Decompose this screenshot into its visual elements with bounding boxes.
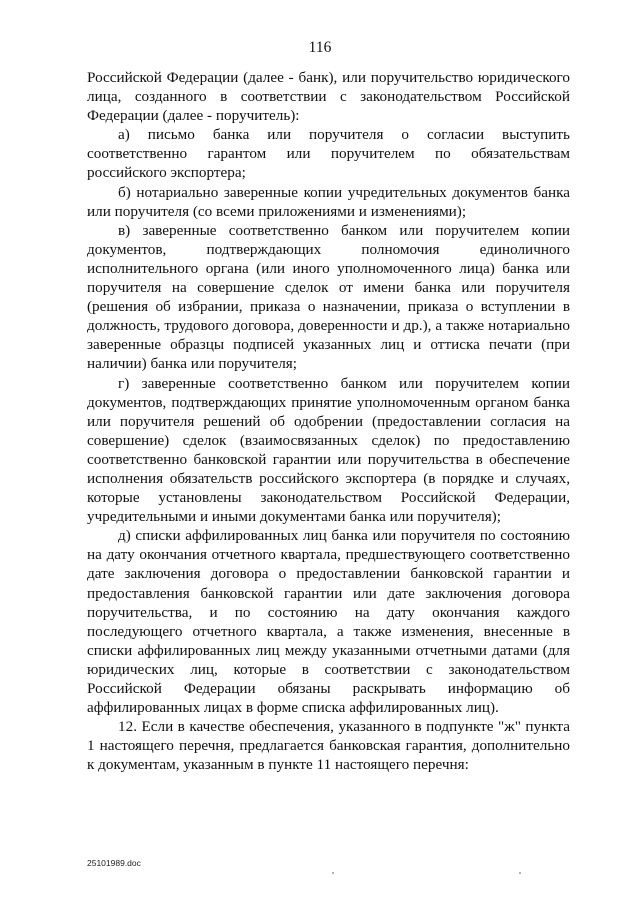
- footer-filename: 25101989.doc: [87, 858, 141, 868]
- page-number: 116: [308, 39, 332, 56]
- document-body: [87, 68, 570, 774]
- paragraph-intro: Российской Федерации (далее - банк), или поручительство юридического лица, созданного в соответствии с законодательством Российской Федерации (далее - поручитель):: [87, 69, 570, 125]
- paragraph-clause-12: 12. Если в качестве обеспечения, указанного в подпункте "ж" пункта 1 настоящего перечня, предлагается банковская гарантия, дополнительно к документам, указанным в пункте 11 настоящего перечня:: [87, 718, 570, 774]
- paragraph-item-v: в) заверенные соответственно банком или поручителем копии документов, подтверждающих полномочия единоличного исполнительного органа (или иного уполномоченного лица) банка или поручителя на совершение сделок от имени банка или поручителя (решения об избрании, приказа о назначении, приказа о вступлении в должность, трудового договора, доверенности и др.), а также нотариально заверенные образцы подписей указанных лиц и оттиска печати (при наличии) банка или поручителя;: [87, 221, 570, 373]
- scan-speck: [519, 872, 521, 874]
- paragraph-item-g: г) заверенные соответственно банком или поручителем копии документов, подтверждающих принятие уполномоченным органом банка или поручителя решений об одобрении (предоставлении согласия на совершение) сделок (взаимосвязанных сделок) по предоставлению соответственно банковской гарантии или поручительства в обеспечение исполнения обязательств российского экспортера (в порядке и случаях, которые установлены законодательством Российской Федерации, учредительными и иными документами банка или поручителя);: [87, 374, 570, 526]
- paragraph-item-b: б) нотариально заверенные копии учредительных документов банка или поручителя (со всеми приложениями и изменениями);: [87, 183, 570, 220]
- paragraph-item-d: д) списки аффилированных лиц банка или поручителя по состоянию на дату окончания отчетного квартала, предшествующего соответственно дате заключения договора о предоставлении банковской гарантии и предоставления банковской гарантии или дате заключения договора поручительства, и по состоянию на дату окончания каждого последующего отчетного квартала, а также изменения, внесенные в списки аффилированных лиц между указанными отчетными датами (для юридических лиц, которые в соответствии с законодательством Российской Федерации обязаны раскрывать информацию об аффилированных лицах в форме списка аффилированных лиц).: [87, 527, 570, 717]
- scan-speck: [332, 872, 334, 874]
- paragraph-item-a: а) письмо банка или поручителя о согласии выступить соответственно гарантом или поручителем по обязательствам российского экспортера;: [87, 126, 570, 182]
